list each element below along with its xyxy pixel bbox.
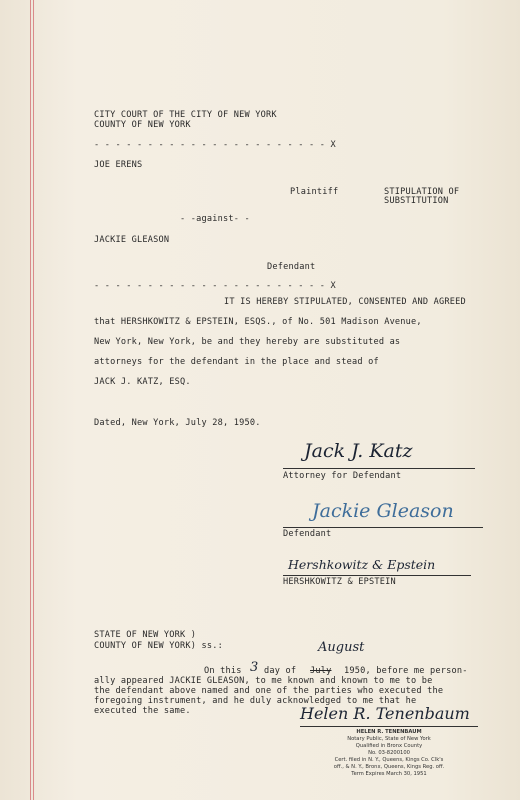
ack-body: executed the same.	[94, 706, 191, 716]
handwritten-month: August	[318, 640, 365, 655]
notary-name: HELEN R. TENENBAUM	[356, 729, 422, 735]
plaintiff-label: Plaintiff	[290, 187, 339, 197]
struck-month: July	[310, 666, 332, 676]
signature-label: Attorney for Defendant	[283, 471, 402, 481]
ack-body: ally appeared JACKIE GLEASON, to me known and known to me to be	[94, 676, 433, 686]
handwritten-day: 3	[250, 660, 259, 675]
notary-signature: Helen R. Tenenbaum	[300, 704, 470, 723]
margin-rule	[30, 0, 31, 800]
notary-stamp-line: off., & N. Y., Bronx, Queens, Kings Reg. off.	[333, 764, 445, 770]
ack-on-this: On this	[204, 666, 242, 676]
court-name: CITY COURT OF THE CITY OF NEW YORK	[94, 110, 277, 120]
document-title: STIPULATION OF	[384, 187, 460, 197]
gleason-signature: Jackie Gleason	[312, 500, 454, 522]
stipulation-body: JACK J. KATZ, ESQ.	[94, 377, 191, 387]
signature-line	[283, 527, 483, 528]
signature-line	[300, 726, 478, 727]
caption-divider: - - - - - - - - - - - - - - - - - - - - - - X	[94, 281, 336, 291]
firm-signature: Hershkowitz & Epstein	[288, 557, 436, 572]
notary-stamp-line: Term Expires March 30, 1951	[351, 771, 427, 777]
ack-day-of: day of	[264, 666, 297, 676]
document-title-line2: SUBSTITUTION	[384, 196, 449, 206]
plaintiff-name: JOE ERENS	[94, 160, 143, 170]
stipulation-body: attorneys for the defendant in the place and stead of	[94, 357, 379, 367]
signature-label: Defendant	[283, 529, 332, 539]
ack-body: 1950, before me person-	[344, 666, 468, 676]
date-line: Dated, New York, July 28, 1950.	[94, 418, 261, 428]
signature-line	[283, 575, 471, 576]
defendant-label: Defendant	[267, 262, 316, 272]
defendant-name: JACKIE GLEASON	[94, 235, 170, 245]
venue-state: STATE OF NEW YORK )	[94, 630, 197, 640]
court-county: COUNTY OF NEW YORK	[94, 120, 191, 130]
stipulation-body: that HERSHKOWITZ & EPSTEIN, ESQS., of No. 501 Madison Avenue,	[94, 317, 422, 327]
notary-stamp-line: Cert. filed in N. Y., Queens, Kings Co. Clk's	[334, 757, 444, 763]
katz-signature: Jack J. Katz	[304, 440, 413, 462]
margin-rule	[33, 0, 34, 800]
signature-line	[283, 468, 475, 469]
notary-stamp-line: Notary Public, State of New York	[347, 736, 431, 742]
ack-body: foregoing instrument, and he duly acknowledged to me that he	[94, 696, 417, 706]
signature-label: HERSHKOWITZ & EPSTEIN	[283, 577, 396, 587]
caption-divider: - - - - - - - - - - - - - - - - - - - - - - X	[94, 140, 336, 150]
ack-body: the defendant above named and one of the parties who executed the	[94, 686, 444, 696]
notary-stamp-line: Qualified in Bronx County	[355, 743, 423, 749]
stipulation-body: New York, New York, be and they hereby are substituted as	[94, 337, 401, 347]
venue-county: COUNTY OF NEW YORK) ss.:	[94, 641, 223, 651]
stipulation-body: IT IS HEREBY STIPULATED, CONSENTED AND AGREED	[224, 297, 466, 307]
versus-label: - -against- -	[180, 214, 250, 224]
notary-stamp-line: No. 03-8200100	[368, 750, 410, 756]
